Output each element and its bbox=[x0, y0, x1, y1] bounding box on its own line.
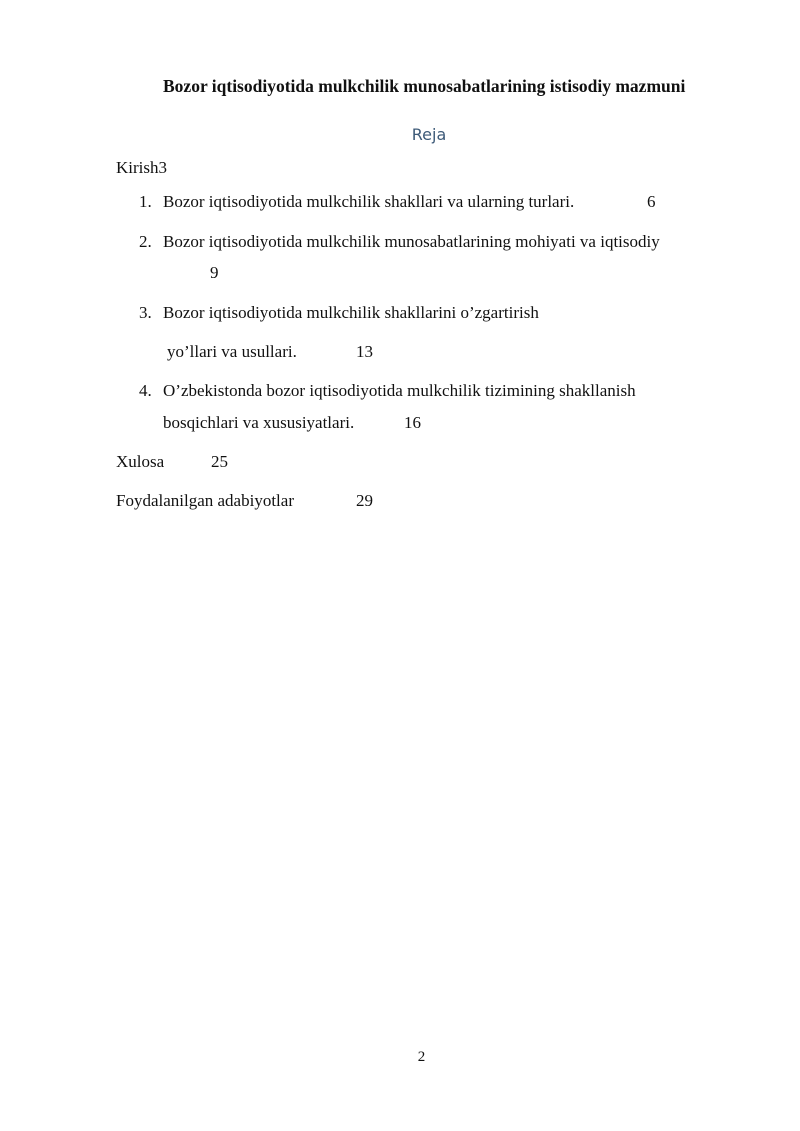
toc-intro-label: Kirish bbox=[116, 158, 159, 177]
toc-item-text: O’zbekistonda bozor iqtisodiyotida mulkchilik tizimining shakllanish bbox=[163, 381, 636, 400]
toc-item-page: 9 bbox=[210, 263, 219, 282]
toc-intro bbox=[116, 158, 167, 178]
toc-item-text-continued: yo’llari va usullari. bbox=[167, 342, 297, 361]
toc-item-text: Bozor iqtisodiyotida mulkchilik shakllari va ularning turlari. bbox=[163, 192, 575, 211]
toc-item-number: 3. bbox=[139, 303, 152, 322]
toc-item-text: Bozor iqtisodiyotida mulkchilik munosabatlarining mohiyati va iqtisodiy bbox=[163, 232, 660, 251]
toc-item-number: 4. bbox=[139, 381, 152, 400]
toc-item-page: 16 bbox=[404, 413, 421, 432]
toc-item-number: 2. bbox=[139, 232, 152, 251]
toc-intro-page: 3 bbox=[158, 158, 167, 177]
document-title: Bozor iqtisodiyotida mulkchilik munosabatlarining istisodiy mazmuni bbox=[163, 76, 686, 96]
toc-conclusion-label: Xulosa bbox=[116, 452, 165, 471]
toc-references-page: 29 bbox=[356, 491, 373, 510]
toc-conclusion-page: 25 bbox=[211, 452, 228, 471]
page-number: 2 bbox=[417, 1049, 426, 1065]
toc-item-page: 6 bbox=[647, 192, 656, 211]
toc-item-number: 1. bbox=[139, 192, 152, 211]
toc-item-text-continued: bosqichlari va xususiyatlari. bbox=[163, 413, 355, 432]
plan-heading: Reja bbox=[411, 125, 447, 144]
toc-item-text: Bozor iqtisodiyotida mulkchilik shakllarini o’zgartirish bbox=[163, 303, 539, 322]
toc-item-page: 13 bbox=[356, 342, 373, 361]
toc-references-label: Foydalanilgan adabiyotlar bbox=[116, 491, 294, 510]
